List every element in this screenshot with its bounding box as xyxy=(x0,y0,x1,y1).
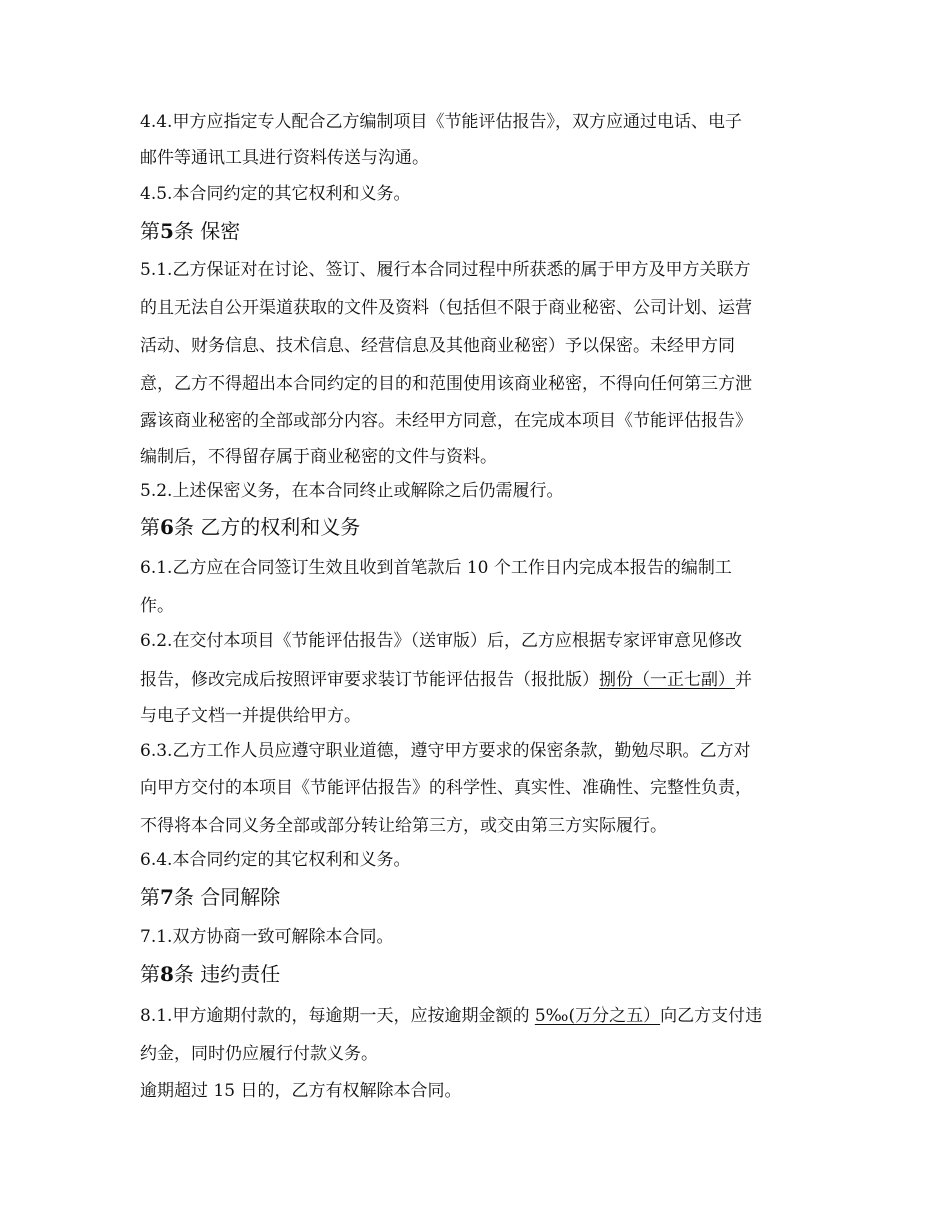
copies-underline: 捌份（一正七副） xyxy=(599,670,735,690)
clause-8-1-line-2: 约金，同时仍应履行付款义务。 xyxy=(140,1044,378,1064)
clause-6-2-line-1: 6.2.在交付本项目《节能评估报告》（送审版）后，乙方应根据专家评审意见修改 xyxy=(140,631,742,651)
clause-5-1-line-6: 编制后，不得留存属于商业秘密的文件与资料。 xyxy=(140,447,497,467)
clause-6-3-line-2: 向甲方交付的本项目《节能评估报告》的科学性、真实性、准确性、完整性负责， xyxy=(140,778,752,798)
clause-5-1-line-1: 5.1.乙方保证对在讨论、签订、履行本合同过程中所获悉的属于甲方及甲方关联方 xyxy=(140,260,751,280)
clause-5-2: 5.2.上述保密义务，在本合同终止或解除之后仍需履行。 xyxy=(140,481,564,501)
clause-6-1-line-2: 作。 xyxy=(140,596,174,616)
article-5-heading: 第5条 保密 xyxy=(140,219,241,243)
article-6-heading: 第6条 乙方的权利和义务 xyxy=(140,515,361,539)
clause-5-1-line-5: 露该商业秘密的全部或部分内容。未经甲方同意，在完成本项目《节能评估报告》 xyxy=(140,411,752,431)
clause-6-3-line-3: 不得将本合同义务全部或部分转让给第三方，或交由第三方实际履行。 xyxy=(140,816,667,836)
clause-5-1-line-4: 意，乙方不得超出本合同约定的目的和范围使用该商业秘密，不得向任何第三方泄 xyxy=(140,374,752,394)
article-7-heading: 第7条 合同解除 xyxy=(140,885,281,909)
penalty-rate-underline: 5‰(万分之五） xyxy=(534,1006,661,1026)
clause-8-1-line-1: 8.1.甲方逾期付款的，每逾期一天，应按逾期金额的 5‰(万分之五）向乙方支付违 xyxy=(140,1006,763,1026)
clause-5-1-line-3: 活动、财务信息、技术信息、经营信息及其他商业秘密）予以保密。未经甲方同 xyxy=(140,336,735,356)
clause-7-1: 7.1.双方协商一致可解除本合同。 xyxy=(140,927,394,947)
clause-4-4-line-1: 4.4.甲方应指定专人配合乙方编制项目《节能评估报告》，双方应通过电话、电子 xyxy=(140,112,742,132)
clause-6-1-line-1: 6.1.乙方应在合同签订生效且收到首笔款后 10 个工作日内完成本报告的编制工 xyxy=(140,558,732,578)
clause-8-1-line-3: 逾期超过 15 日的，乙方有权解除本合同。 xyxy=(140,1081,462,1101)
clause-4-4-line-2: 邮件等通讯工具进行资料传送与沟通。 xyxy=(140,148,429,168)
clause-5-1-line-2: 的且无法自公开渠道获取的文件及资料（包括但不限于商业秘密、公司计划、运营 xyxy=(140,298,752,318)
clause-6-4: 6.4.本合同约定的其它权利和义务。 xyxy=(140,850,411,870)
clause-6-2-line-2: 报告，修改完成后按照评审要求装订节能评估报告（报批版）捌份（一正七副）并 xyxy=(140,670,752,690)
clause-6-2-line-3: 与电子文档一并提供给甲方。 xyxy=(140,706,361,726)
clause-4-5: 4.5.本合同约定的其它权利和义务。 xyxy=(140,184,411,204)
article-8-heading: 第8条 违约责任 xyxy=(140,962,281,986)
clause-6-3-line-1: 6.3.乙方工作人员应遵守职业道德，遵守甲方要求的保密条款，勤勉尽职。乙方对 xyxy=(140,741,751,761)
